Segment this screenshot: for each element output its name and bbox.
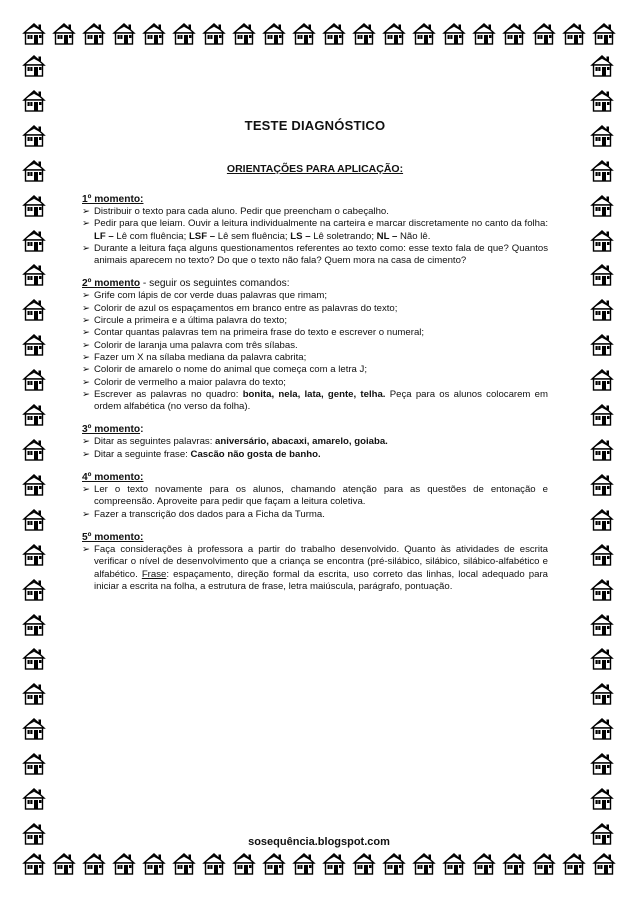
house-icon <box>172 22 196 46</box>
house-icon <box>590 263 614 287</box>
house-icon <box>232 852 256 876</box>
house-icon <box>590 89 614 113</box>
bullet-arrow-icon: ➢ <box>82 315 91 327</box>
list-item: ➢ Faça considerações à professora a partir do trabalho desenvolvido. Quanto às atividades de escrita verificar o nível de desenvolvimento que a criança se encontra (pré-silábico, silábico, silábico-alfabético e alfabético. Frase: espaçamento, direção formal da escrita, uso correto das linhas, local adequado para iniciar a escrita na folha, a estrutura de frase, letra maiúscula, parágrafo, pontuação. <box>82 543 548 592</box>
list-item: ➢ Pedir para que leiam. Ouvir a leitura individualmente na carteira e marcar discretamente no canto da folha: LF – Lê com fluência; LSF – Lê sem fluência; LS – Lê soletrando; NL – Não lê. <box>82 218 548 242</box>
house-icon <box>472 22 496 46</box>
house-icon <box>590 578 614 602</box>
house-icon <box>22 613 46 637</box>
house-icon <box>592 852 616 876</box>
bullet-arrow-icon: ➢ <box>82 242 91 254</box>
list-item: ➢ Distribuir o texto para cada aluno. Pedir que preencham o cabeçalho. <box>82 206 389 217</box>
list-item: ➢ Ditar a seguinte frase: Cascão não gosta de banho. <box>82 448 321 460</box>
document-title: TESTE DIAGNÓSTICO <box>244 118 386 133</box>
house-icon <box>382 852 406 876</box>
bullet-arrow-icon: ➢ <box>82 508 91 520</box>
list-item: ➢ Contar quantas palavras tem na primeira frase do texto e escrever o numeral; <box>82 327 425 339</box>
house-icon <box>22 473 46 497</box>
house-icon <box>22 508 46 532</box>
house-icon <box>142 852 166 876</box>
section-momento-1 <box>82 193 548 267</box>
page-border-left <box>22 54 48 846</box>
list-item: ➢ Grife com lápis de cor verde duas palavras que rimam; <box>82 290 328 302</box>
house-icon <box>22 333 46 357</box>
section-momento-4 <box>82 471 548 521</box>
bullet-arrow-icon: ➢ <box>82 543 91 555</box>
section-heading: 5º momento: <box>82 531 144 543</box>
house-icon <box>22 22 46 46</box>
section-heading: 2º momento - seguir os seguintes comandos: <box>82 278 290 290</box>
document-subtitle: ORIENTAÇÕES PARA APLICAÇÃO: <box>226 163 404 175</box>
section-heading: 1º momento: <box>82 194 144 205</box>
house-icon <box>590 613 614 637</box>
bullet-arrow-icon: ➢ <box>82 351 91 363</box>
house-icon <box>202 22 226 46</box>
house-icon <box>22 368 46 392</box>
bullet-arrow-icon: ➢ <box>82 206 91 217</box>
house-icon <box>202 852 226 876</box>
document-body <box>82 118 548 603</box>
bullet-arrow-icon: ➢ <box>82 448 91 460</box>
house-icon <box>22 89 46 113</box>
house-icon <box>590 124 614 148</box>
house-icon <box>22 578 46 602</box>
house-icon <box>22 263 46 287</box>
bullet-arrow-icon: ➢ <box>82 484 91 496</box>
house-icon <box>590 54 614 78</box>
section-heading: 4º momento: <box>82 472 144 484</box>
bullet-arrow-icon: ➢ <box>82 339 91 351</box>
list-item: ➢ Circule a primeira e a última palavra do texto; <box>82 315 288 327</box>
house-icon <box>22 787 46 811</box>
house-icon <box>22 298 46 322</box>
house-icon <box>590 647 614 671</box>
page-border-right <box>590 54 616 846</box>
list-item: ➢ Fazer a transcrição dos dados para a Ficha da Turma. <box>82 508 325 520</box>
house-icon <box>442 852 466 876</box>
bullet-arrow-icon: ➢ <box>82 302 91 314</box>
bullet-arrow-icon: ➢ <box>82 376 91 388</box>
house-icon <box>590 543 614 567</box>
bullet-arrow-icon: ➢ <box>82 290 91 302</box>
house-icon <box>562 22 586 46</box>
house-icon <box>22 647 46 671</box>
house-icon <box>22 124 46 148</box>
house-icon <box>22 717 46 741</box>
footer-url: sosequência.blogspot.com <box>248 836 390 848</box>
house-icon <box>82 852 106 876</box>
bullet-arrow-icon: ➢ <box>82 327 91 339</box>
house-icon <box>262 22 286 46</box>
list-item: ➢ Colorir de vermelho a maior palavra do texto; <box>82 376 286 388</box>
house-icon <box>172 852 196 876</box>
house-icon <box>590 717 614 741</box>
house-icon <box>590 473 614 497</box>
list-item: ➢ Escrever as palavras no quadro: bonita, nela, lata, gente, telha. Peça para os alunos colocarem em ordem alfabética (no verso da folha). <box>82 388 548 413</box>
list-item: ➢ Fazer um X na sílaba mediana da palavra cabrita; <box>82 351 307 363</box>
house-icon <box>22 438 46 462</box>
bullet-arrow-icon: ➢ <box>82 388 91 400</box>
list-item: ➢ Ler o texto novamente para os alunos, chamando atenção para as questões de entonação e compreensão. Aproveite para pedir que façam a leitura coletiva. <box>82 484 548 508</box>
house-icon <box>382 22 406 46</box>
house-icon <box>22 194 46 218</box>
bullet-arrow-icon: ➢ <box>82 218 91 230</box>
house-icon <box>22 54 46 78</box>
list-item: ➢ Colorir de amarelo o nome do animal que começa com a letra J; <box>82 364 368 376</box>
house-icon <box>22 229 46 253</box>
house-icon <box>262 852 286 876</box>
house-icon <box>412 22 436 46</box>
section-momento-2 <box>82 277 548 413</box>
page-border-bottom <box>22 852 616 878</box>
bullet-arrow-icon: ➢ <box>82 364 91 376</box>
house-icon <box>590 508 614 532</box>
house-icon <box>532 22 556 46</box>
page-border-top <box>22 22 616 48</box>
house-icon <box>22 852 46 876</box>
house-icon <box>502 22 526 46</box>
house-icon <box>592 22 616 46</box>
house-icon <box>22 752 46 776</box>
house-icon <box>112 852 136 876</box>
house-icon <box>82 22 106 46</box>
house-icon <box>52 852 76 876</box>
house-icon <box>292 852 316 876</box>
house-icon <box>232 22 256 46</box>
house-icon <box>142 22 166 46</box>
list-item: ➢ Ditar as seguintes palavras: aniversário, abacaxi, amarelo, goiaba. <box>82 436 388 448</box>
house-icon <box>590 298 614 322</box>
section-momento-5 <box>82 531 548 593</box>
house-icon <box>22 159 46 183</box>
house-icon <box>590 403 614 427</box>
house-icon <box>22 543 46 567</box>
house-icon <box>352 852 376 876</box>
house-icon <box>112 22 136 46</box>
house-icon <box>412 852 436 876</box>
house-icon <box>292 22 316 46</box>
house-icon <box>322 852 346 876</box>
house-icon <box>590 159 614 183</box>
house-icon <box>352 22 376 46</box>
house-icon <box>442 22 466 46</box>
house-icon <box>22 403 46 427</box>
house-icon <box>532 852 556 876</box>
house-icon <box>322 22 346 46</box>
house-icon <box>590 194 614 218</box>
house-icon <box>562 852 586 876</box>
house-icon <box>590 682 614 706</box>
house-icon <box>590 229 614 253</box>
house-icon <box>590 438 614 462</box>
house-icon <box>590 787 614 811</box>
house-icon <box>502 852 526 876</box>
house-icon <box>472 852 496 876</box>
list-item: ➢ Colorir de azul os espaçamentos em branco entre as palavras do texto; <box>82 302 398 314</box>
bullet-arrow-icon: ➢ <box>82 436 91 448</box>
house-icon <box>22 682 46 706</box>
house-icon <box>590 368 614 392</box>
house-icon <box>590 752 614 776</box>
house-icon <box>52 22 76 46</box>
section-heading: 3º momento: <box>82 424 144 436</box>
list-item: ➢ Durante a leitura faça alguns questionamentos referentes ao texto como: esse texto fala de que? Quantos animais aparecem no texto? Do que o texto não fala? Quem mora na casa de cimento? <box>82 242 548 267</box>
house-icon <box>590 333 614 357</box>
list-item: ➢ Colorir de laranja uma palavra com três sílabas. <box>82 339 298 351</box>
section-momento-3 <box>82 423 548 461</box>
